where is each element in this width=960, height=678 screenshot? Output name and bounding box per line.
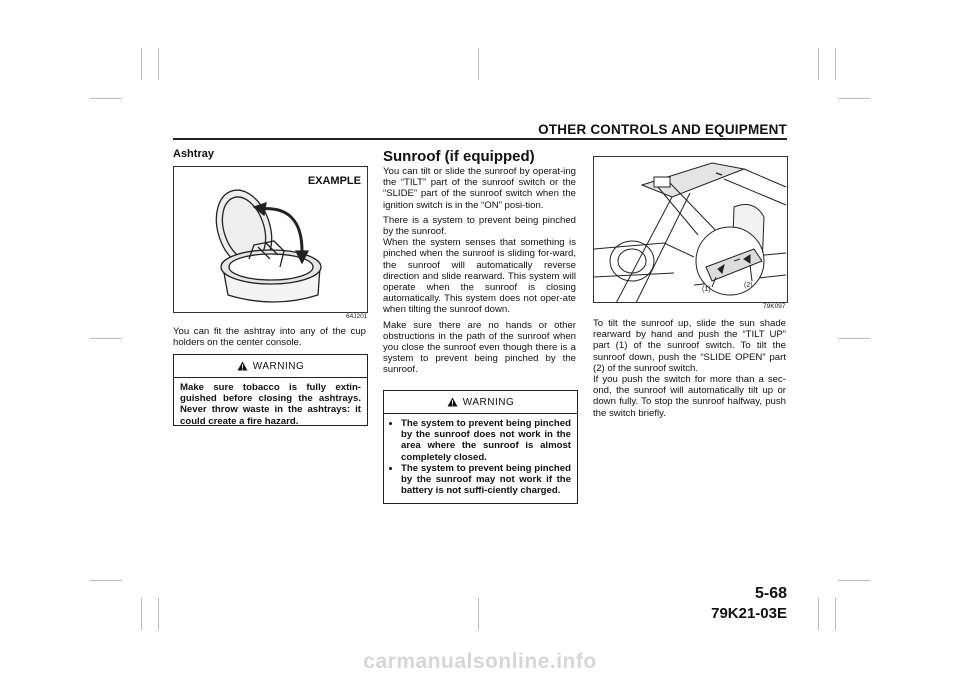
crop-mark xyxy=(90,580,122,581)
warning-title: WARNING xyxy=(462,396,515,408)
warning-title: WARNING xyxy=(252,360,305,372)
sunroof-intro-column xyxy=(383,166,576,376)
callout-1-label: (1) xyxy=(702,286,711,293)
document-code: 79K21-03E xyxy=(711,605,787,622)
sunroof-switch-figure xyxy=(593,156,788,303)
crop-mark xyxy=(835,598,836,630)
crop-mark xyxy=(141,598,142,630)
sunroof-paragraph-1: You can tilt or slide the sunroof by operat-ing the “TILT” part of the sunroof switch or the “SLIDE” part of the sunroof switch when the ignition switch is in the “ON” posi-tion. xyxy=(383,166,576,211)
sunroof-paragraph-4: Make sure there are no hands or other obstructions in the path of the sunroof when you close the sunroof even though there is a system to prevent being pinched by the sunroof. xyxy=(383,319,576,376)
sunroof-switch-text xyxy=(593,318,786,419)
crop-mark xyxy=(818,48,819,80)
warning-icon xyxy=(237,361,248,371)
crop-mark xyxy=(838,98,870,99)
crop-mark xyxy=(158,598,159,630)
ashtray-illustration xyxy=(174,167,367,312)
crop-mark xyxy=(90,98,122,99)
warning-header xyxy=(174,355,367,378)
crop-mark xyxy=(478,598,479,630)
crop-mark xyxy=(478,48,479,80)
sunroof-paragraph-3: When the system senses that something is pinched when the sunroof is sliding for-ward, the sunroof will automatically reverse direction and slide rearward. This system will operate when the sunroof is closing automatically. This system does not oper-ate when tilting the sunroof down. xyxy=(383,237,576,316)
warning-icon xyxy=(447,397,458,407)
warning-text: Make sure tobacco is fully extin-guished before closing the ashtrays. Never throw waste in the ashtrays: it could create a fire hazard. xyxy=(180,382,361,427)
section-header-title: OTHER CONTROLS AND EQUIPMENT xyxy=(538,122,787,137)
callout-2-label: (2) xyxy=(744,282,753,289)
crop-mark xyxy=(838,580,870,581)
warning-header xyxy=(384,391,577,414)
sunroof-switch-paragraph-2: If you push the switch for more than a sec-ond, the sunroof will automatically tilt up or down fully. To stop the sunroof halfway, push the switch briefly. xyxy=(593,374,786,419)
ashtray-figure xyxy=(173,166,368,313)
crop-mark xyxy=(90,338,122,339)
sunroof-switch-paragraph-1: To tilt the sunroof up, slide the sun shade rearward by hand and push the “TILT UP” part (1) of the sunroof switch. To tilt the sunroof down, push the “SLIDE OPEN” part (2) of the sunroof switch. xyxy=(593,318,786,374)
ashtray-figure-code: 64J201 xyxy=(346,313,368,320)
sunroof-warning-box xyxy=(383,390,578,504)
crop-mark xyxy=(838,338,870,339)
ashtray-heading: Ashtray xyxy=(173,148,214,160)
sunroof-paragraph-2: There is a system to prevent being pinched by the sunroof. xyxy=(383,214,576,238)
crop-mark xyxy=(835,48,836,80)
page-number: 5-68 xyxy=(754,585,787,602)
ashtray-warning-box xyxy=(173,354,368,426)
crop-mark xyxy=(141,48,142,80)
crop-mark xyxy=(158,48,159,80)
watermark-text: carmanualsonline.info xyxy=(363,650,597,673)
crop-mark xyxy=(818,598,819,630)
sunroof-switch-figure-code: 79K097 xyxy=(763,303,786,310)
sunroof-switch-illustration xyxy=(594,157,787,302)
warning-item: • The system to prevent being pinched by the sunroof does not work in the area where the sunroof is almost completely closed. xyxy=(401,418,571,463)
figure-example-label: EXAMPLE xyxy=(307,175,361,187)
header-rule xyxy=(173,138,787,140)
warning-list xyxy=(384,414,577,500)
sunroof-heading: Sunroof (if equipped) xyxy=(383,148,535,165)
warning-item: • The system to prevent being pinched by the sunroof may not work if the battery is not suffi-ciently charged. xyxy=(401,463,571,497)
ashtray-body-text: You can fit the ashtray into any of the cup holders on the center console. xyxy=(173,326,366,349)
